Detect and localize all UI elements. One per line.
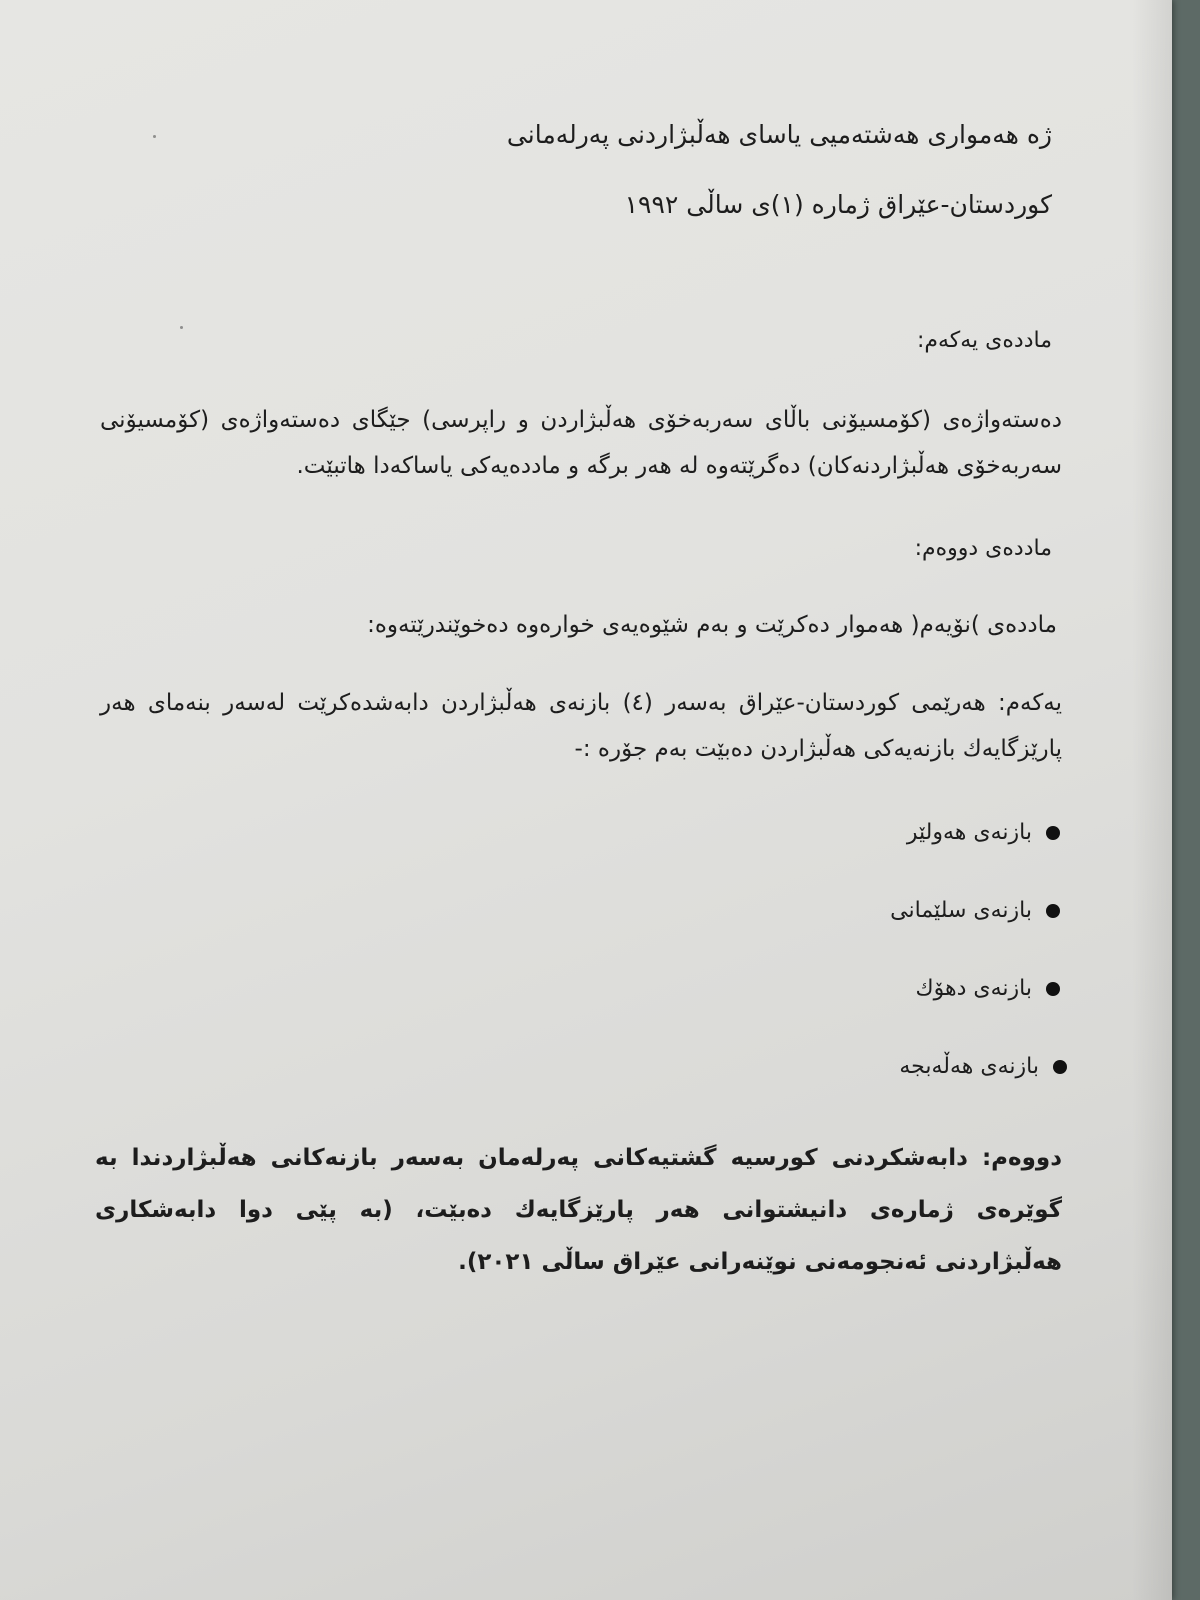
paper-speck — [180, 326, 183, 329]
bullet-icon — [1046, 904, 1060, 918]
list-item — [899, 1054, 1067, 1079]
bullet-icon — [1046, 826, 1060, 840]
list-item-label: بازنەی هەڵەبجە — [899, 1054, 1039, 1079]
article-1-body: دەستەواژەی (كۆمسیۆنی باڵای سەربەخۆی هەڵبژاردن و راپرسی) جێگای دەستەواژەی (كۆمسیۆنی سەربەخۆی هەڵبژاردنەكان) دەگرێتەوە لە هەر برگە و ماددەیەكی یاساكەدا هاتبێت. — [100, 407, 1062, 479]
document-title-line-1: ژە هەمواری هەشتەمیی یاسای هەڵبژاردنی پەرلەمانی — [506, 120, 1052, 149]
clause-1: یەكەم: هەرێمی كوردستان-عێراق بەسەر (٤) بازنەی هەڵبژاردن دابەشدەكرێت لەسەر بنەمای هەر پارێزگایەك بازنەیەكی هەڵبژاردن دەبێت بەم جۆرە :- — [100, 690, 1062, 762]
article-2-heading: ماددەی دووەم: — [914, 536, 1052, 561]
list-item-label: بازنەی سلێمانی — [890, 898, 1032, 923]
clause-2: دووەم: دابەشكردنی كورسیە گشتیەكانی پەرلەمان بەسەر بازنەكانی هەڵبژاردندا بە گوێرەی ژمارەی دانیشتوانی هەر پارێزگایەك دەبێت، (بە پێی دوا دابەشكاری هەڵبژاردنی ئەنجومەنی نوێنەرانی عێراق ساڵی ٢٠٢١). — [95, 1145, 1062, 1275]
paper-speck — [153, 135, 156, 138]
list-item-label: بازنەی هەولێر — [906, 820, 1032, 845]
article-2-intro: ماددەی )نۆیەم( هەموار دەكرێت و بەم شێوەیەی خوارەوە دەخوێندرێتەوە: — [367, 612, 1057, 638]
bullet-icon — [1046, 982, 1060, 996]
document-title-line-2: كوردستان-عێراق ژمارە (١)ی ساڵی ١٩٩٢ — [624, 190, 1052, 219]
bullet-icon — [1053, 1060, 1067, 1074]
list-item — [890, 898, 1060, 923]
list-item — [907, 820, 1060, 845]
list-item-label: بازنەی دهۆك — [915, 976, 1032, 1001]
list-item — [916, 976, 1060, 1001]
article-1-heading: ماددەی یەكەم: — [916, 328, 1052, 353]
